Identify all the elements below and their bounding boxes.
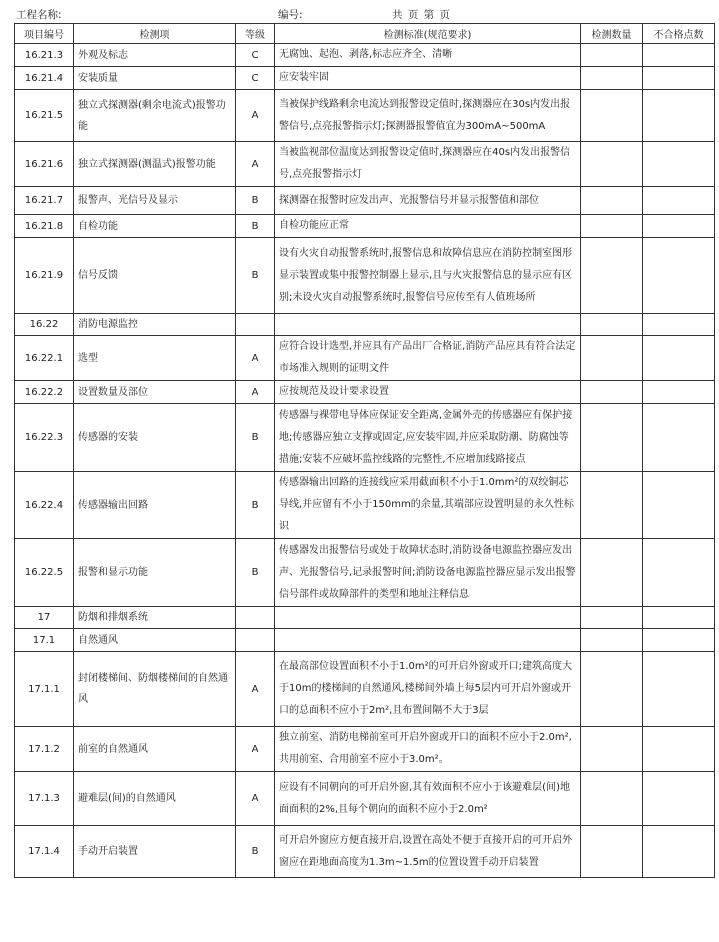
row-fail-cell bbox=[643, 472, 715, 539]
row-count-cell bbox=[581, 607, 643, 629]
row-grade: B bbox=[236, 539, 275, 607]
row-item: 防烟和排烟系统 bbox=[74, 607, 236, 629]
row-standard bbox=[275, 314, 581, 336]
page-header bbox=[0, 4, 719, 22]
row-standard: 设有火灾自动报警系统时,报警信息和故障信息应在消防控制室图形显示装置或集中报警控制器上显示,且与火灾报警信息的显示应有区别;未设火灾自动报警系统时,报警信号应传至有人值班场所 bbox=[275, 238, 581, 314]
row-count-cell bbox=[581, 826, 643, 878]
table-row bbox=[15, 314, 715, 336]
table-row bbox=[15, 727, 715, 772]
row-grade: B bbox=[236, 472, 275, 539]
row-standard: 应符合设计选型,并应具有产品出厂合格证,消防产品应具有符合法定市场准入规则的证明文件 bbox=[275, 336, 581, 381]
row-fail-cell bbox=[643, 67, 715, 90]
row-standard: 可开启外窗应方便直接开启,设置在高处不便于直接开启的可开启外窗应在距地面高度为1.3m~1.5m的位置设置手动开启装置 bbox=[275, 826, 581, 878]
row-grade: C bbox=[236, 67, 275, 90]
row-fail-cell bbox=[643, 727, 715, 772]
row-item: 传感器的安装 bbox=[74, 404, 236, 472]
row-item: 前室的自然通风 bbox=[74, 727, 236, 772]
row-standard: 应设有不同朝向的可开启外窗,其有效面积不应小于该避难层(间)地面面积的2%,且每个朝向的面积不应小于2.0m² bbox=[275, 772, 581, 826]
table-row bbox=[15, 44, 715, 67]
row-code: 16.21.5 bbox=[15, 90, 74, 142]
row-standard: 无腐蚀、起泡、剥落,标志应齐全、清晰 bbox=[275, 44, 581, 67]
row-fail-cell bbox=[643, 826, 715, 878]
row-grade bbox=[236, 629, 275, 652]
row-code: 17.1 bbox=[15, 629, 74, 652]
row-standard: 传感器与裸带电导体应保证安全距离,金属外壳的传感器应有保护接地;传感器应独立支撑或固定,应安装牢固,并应采取防潮、防腐蚀等措施;安装不应破坏监控线路的完整性,不应增加线路接点 bbox=[275, 404, 581, 472]
row-standard: 自检功能应正常 bbox=[275, 215, 581, 238]
row-fail-cell bbox=[643, 336, 715, 381]
row-code: 17.1.4 bbox=[15, 826, 74, 878]
row-fail-cell bbox=[643, 381, 715, 404]
row-fail-cell bbox=[643, 772, 715, 826]
row-code: 16.22.3 bbox=[15, 404, 74, 472]
row-standard: 应安装牢固 bbox=[275, 67, 581, 90]
column-header-item: 检测项 bbox=[74, 24, 236, 44]
table-row bbox=[15, 142, 715, 187]
row-count-cell bbox=[581, 629, 643, 652]
row-count-cell bbox=[581, 539, 643, 607]
row-grade: A bbox=[236, 652, 275, 727]
row-standard: 传感器发出报警信号或处于故障状态时,消防设备电源监控器应发出声、光报警信号,记录报警时间;消防设备电源监控器应显示发出报警信号部件或故障部件的类型和地址注释信息 bbox=[275, 539, 581, 607]
row-grade: B bbox=[236, 238, 275, 314]
row-grade: A bbox=[236, 381, 275, 404]
row-fail-cell bbox=[643, 539, 715, 607]
row-fail-cell bbox=[643, 187, 715, 215]
table-row bbox=[15, 472, 715, 539]
row-grade: B bbox=[236, 826, 275, 878]
row-item: 封闭楼梯间、防烟楼梯间的自然通风 bbox=[74, 652, 236, 727]
row-count-cell bbox=[581, 404, 643, 472]
row-item: 消防电源监控 bbox=[74, 314, 236, 336]
table-row bbox=[15, 67, 715, 90]
row-count-cell bbox=[581, 772, 643, 826]
row-item: 避难层(间)的自然通风 bbox=[74, 772, 236, 826]
row-fail-cell bbox=[643, 404, 715, 472]
project-name-label: 工程名称: bbox=[16, 9, 62, 21]
table-row bbox=[15, 381, 715, 404]
row-item: 设置数量及部位 bbox=[74, 381, 236, 404]
table-row bbox=[15, 187, 715, 215]
table-row bbox=[15, 404, 715, 472]
table-header-row bbox=[15, 24, 715, 44]
table-row bbox=[15, 652, 715, 727]
row-grade: B bbox=[236, 215, 275, 238]
row-code: 16.21.9 bbox=[15, 238, 74, 314]
row-code: 16.21.4 bbox=[15, 67, 74, 90]
row-grade: A bbox=[236, 336, 275, 381]
row-grade: B bbox=[236, 187, 275, 215]
row-item: 报警和显示功能 bbox=[74, 539, 236, 607]
row-item: 自检功能 bbox=[74, 215, 236, 238]
row-code: 16.21.3 bbox=[15, 44, 74, 67]
row-fail-cell bbox=[643, 215, 715, 238]
row-count-cell bbox=[581, 727, 643, 772]
row-code: 16.22 bbox=[15, 314, 74, 336]
table-row bbox=[15, 336, 715, 381]
row-standard bbox=[275, 629, 581, 652]
row-item: 报警声、光信号及显示 bbox=[74, 187, 236, 215]
row-code: 17.1.2 bbox=[15, 727, 74, 772]
row-count-cell bbox=[581, 472, 643, 539]
row-grade bbox=[236, 607, 275, 629]
column-header-grade: 等级 bbox=[236, 24, 275, 44]
row-standard: 应按规范及设计要求设置 bbox=[275, 381, 581, 404]
row-grade bbox=[236, 314, 275, 336]
row-count-cell bbox=[581, 142, 643, 187]
row-grade: C bbox=[236, 44, 275, 67]
row-fail-cell bbox=[643, 90, 715, 142]
column-header-fail: 不合格点数 bbox=[643, 24, 715, 44]
row-item: 外观及标志 bbox=[74, 44, 236, 67]
row-count-cell bbox=[581, 187, 643, 215]
row-standard: 当被监视部位温度达到报警设定值时,探测器应在40s内发出报警信号,点亮报警指示灯 bbox=[275, 142, 581, 187]
row-fail-cell bbox=[643, 629, 715, 652]
row-count-cell bbox=[581, 381, 643, 404]
row-grade: A bbox=[236, 772, 275, 826]
row-code: 16.21.7 bbox=[15, 187, 74, 215]
row-standard bbox=[275, 607, 581, 629]
table-row bbox=[15, 215, 715, 238]
record-number-label: 编号: bbox=[278, 9, 303, 21]
column-header-code: 项目编号 bbox=[15, 24, 74, 44]
row-count-cell bbox=[581, 336, 643, 381]
row-item: 选型 bbox=[74, 336, 236, 381]
row-count-cell bbox=[581, 314, 643, 336]
row-standard: 传感器输出回路的连接线应采用截面积不小于1.0mm²的双绞铜芯导线,并应留有不小于150mm的余量,其端部应设置明显的永久性标识 bbox=[275, 472, 581, 539]
row-fail-cell bbox=[643, 652, 715, 727]
row-code: 16.22.4 bbox=[15, 472, 74, 539]
row-standard: 在最高部位设置面积不小于1.0m²的可开启外窗或开口;建筑高度大于10m的楼梯间的自然通风,楼梯间外墙上每5层内可开启外窗或开口的总面积不应小于2m²,且布置间隔不大于3层 bbox=[275, 652, 581, 727]
table-row bbox=[15, 772, 715, 826]
row-item: 自然通风 bbox=[74, 629, 236, 652]
row-item: 信号反馈 bbox=[74, 238, 236, 314]
row-count-cell bbox=[581, 652, 643, 727]
row-item: 安装质量 bbox=[74, 67, 236, 90]
row-fail-cell bbox=[643, 44, 715, 67]
row-fail-cell bbox=[643, 238, 715, 314]
row-code: 16.22.1 bbox=[15, 336, 74, 381]
row-count-cell bbox=[581, 90, 643, 142]
row-count-cell bbox=[581, 44, 643, 67]
table-row bbox=[15, 629, 715, 652]
row-item: 手动开启装置 bbox=[74, 826, 236, 878]
column-header-count: 检测数量 bbox=[581, 24, 643, 44]
page-count-label: 共 页 第 页 bbox=[392, 9, 452, 21]
row-item: 独立式探测器(测温式)报警功能 bbox=[74, 142, 236, 187]
row-standard: 当被保护线路剩余电流达到报警设定值时,探测器应在30s内发出报警信号,点亮报警指示灯;探测器报警值宜为300mA~500mA bbox=[275, 90, 581, 142]
row-code: 17.1.1 bbox=[15, 652, 74, 727]
table-row bbox=[15, 90, 715, 142]
row-grade: A bbox=[236, 142, 275, 187]
table-row bbox=[15, 238, 715, 314]
table-row bbox=[15, 607, 715, 629]
row-count-cell bbox=[581, 215, 643, 238]
row-count-cell bbox=[581, 67, 643, 90]
row-code: 16.21.6 bbox=[15, 142, 74, 187]
row-code: 16.22.2 bbox=[15, 381, 74, 404]
row-code: 17 bbox=[15, 607, 74, 629]
column-header-standard: 检测标准(规范要求) bbox=[275, 24, 581, 44]
row-item: 传感器输出回路 bbox=[74, 472, 236, 539]
row-code: 16.21.8 bbox=[15, 215, 74, 238]
row-count-cell bbox=[581, 238, 643, 314]
table-row bbox=[15, 539, 715, 607]
row-code: 17.1.3 bbox=[15, 772, 74, 826]
table-row bbox=[15, 826, 715, 878]
row-item: 独立式探测器(剩余电流式)报警功能 bbox=[74, 90, 236, 142]
row-grade: A bbox=[236, 727, 275, 772]
row-standard: 探测器在报警时应发出声、光报警信号并显示报警值和部位 bbox=[275, 187, 581, 215]
row-grade: B bbox=[236, 404, 275, 472]
row-grade: A bbox=[236, 90, 275, 142]
row-fail-cell bbox=[643, 607, 715, 629]
inspection-table bbox=[14, 23, 715, 878]
row-code: 16.22.5 bbox=[15, 539, 74, 607]
row-standard: 独立前室、消防电梯前室可开启外窗或开口的面积不应小于2.0m²,共用前室、合用前室不应小于3.0m²。 bbox=[275, 727, 581, 772]
row-fail-cell bbox=[643, 142, 715, 187]
row-fail-cell bbox=[643, 314, 715, 336]
